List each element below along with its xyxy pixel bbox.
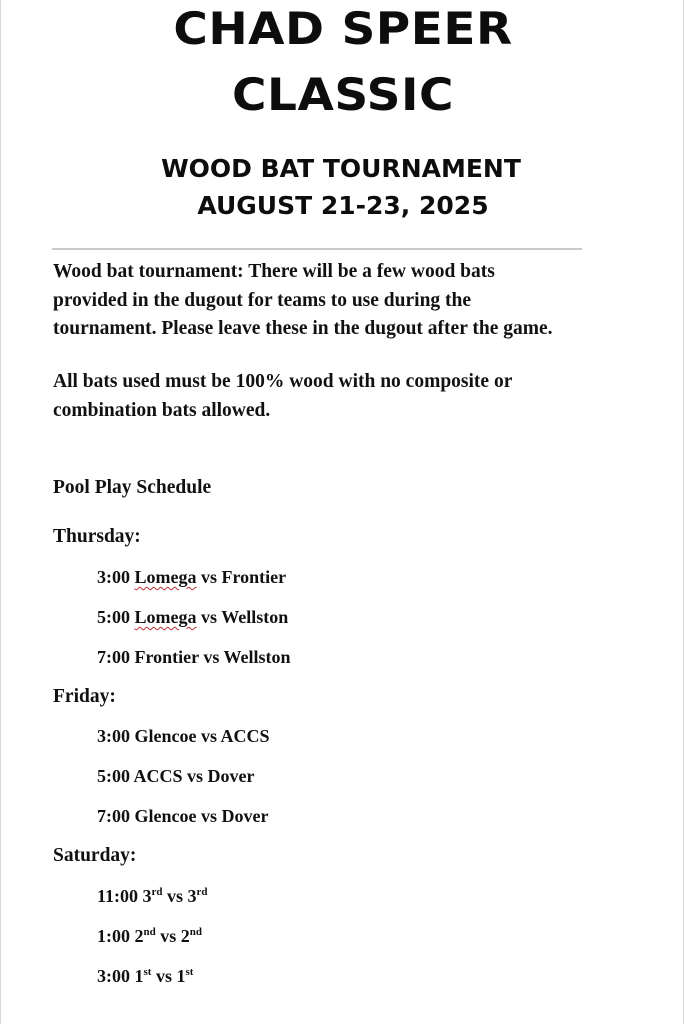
game-row [97,883,208,909]
game-time: 3:00 [97,966,130,986]
versus-text: vs [155,966,172,986]
subtitle-line-1: WOOD BAT TOURNAMENT [161,154,521,183]
day-label-thursday: Thursday: [53,526,141,547]
seed-number [181,926,202,946]
subtitle-date: AUGUST 21-23, 2025 [197,191,489,220]
game-row [97,564,286,590]
seed-digit: 2 [134,926,144,946]
team-name: Frontier [221,567,287,587]
ordinal-suffix: st [143,966,152,978]
wood-bat-notice [53,258,653,344]
bat-rules [53,368,653,425]
day-label-saturday: Saturday: [53,845,137,866]
game-time: 1:00 [97,926,130,946]
game-time: 11:00 [97,886,139,906]
seed-digit: 3 [142,886,152,906]
rules-line: All bats used must be 100% wood with no composite or [53,371,513,392]
game-time: 5:00 [97,607,130,627]
team-name: Lomega [134,607,197,627]
title-line-2: CLASSIC [232,69,454,122]
versus-text: vs [201,607,218,627]
seed-digit: 2 [180,926,190,946]
rules-line: combination bats allowed. [53,399,271,421]
ordinal-suffix: st [185,966,194,978]
ordinal-suffix: nd [143,926,156,938]
ordinal-suffix: nd [189,926,203,938]
notice-line: tournament. Please leave these in the dugout after the game. [53,318,553,339]
seed-digit: 3 [187,886,197,906]
title-line-1: CHAD SPEER [173,3,513,56]
game-row: 7:00 Frontier vs Wellston [97,647,291,667]
horizontal-divider [52,248,582,250]
versus-text: vs [160,926,177,946]
seed-number [135,926,156,946]
seed-number [176,966,193,986]
seed-number [188,886,208,906]
versus-text: vs [201,567,218,587]
game-time: 3:00 [97,567,130,587]
game-row [97,963,193,989]
game-row [97,604,288,630]
game-row: 5:00 ACCS vs Dover [97,766,255,786]
schedule-heading: Pool Play Schedule [53,477,212,498]
notice-line: provided in the dugout for teams to use during the [53,289,472,311]
ordinal-suffix: rd [151,886,163,898]
notice-line: Wood bat tournament: There will be a few wood bats [53,261,495,282]
game-row [97,923,202,949]
versus-text: vs [167,886,184,906]
seed-number [135,966,152,986]
day-label-friday: Friday: [53,686,116,707]
seed-number [143,886,163,906]
game-row: 7:00 Glencoe vs Dover [97,806,269,826]
team-name: Lomega [134,567,197,587]
seed-digit: 1 [134,966,144,986]
game-row: 3:00 Glencoe vs ACCS [97,726,270,746]
ordinal-suffix: rd [196,886,208,898]
team-name: Wellston [221,607,289,627]
seed-digit: 1 [176,966,186,986]
